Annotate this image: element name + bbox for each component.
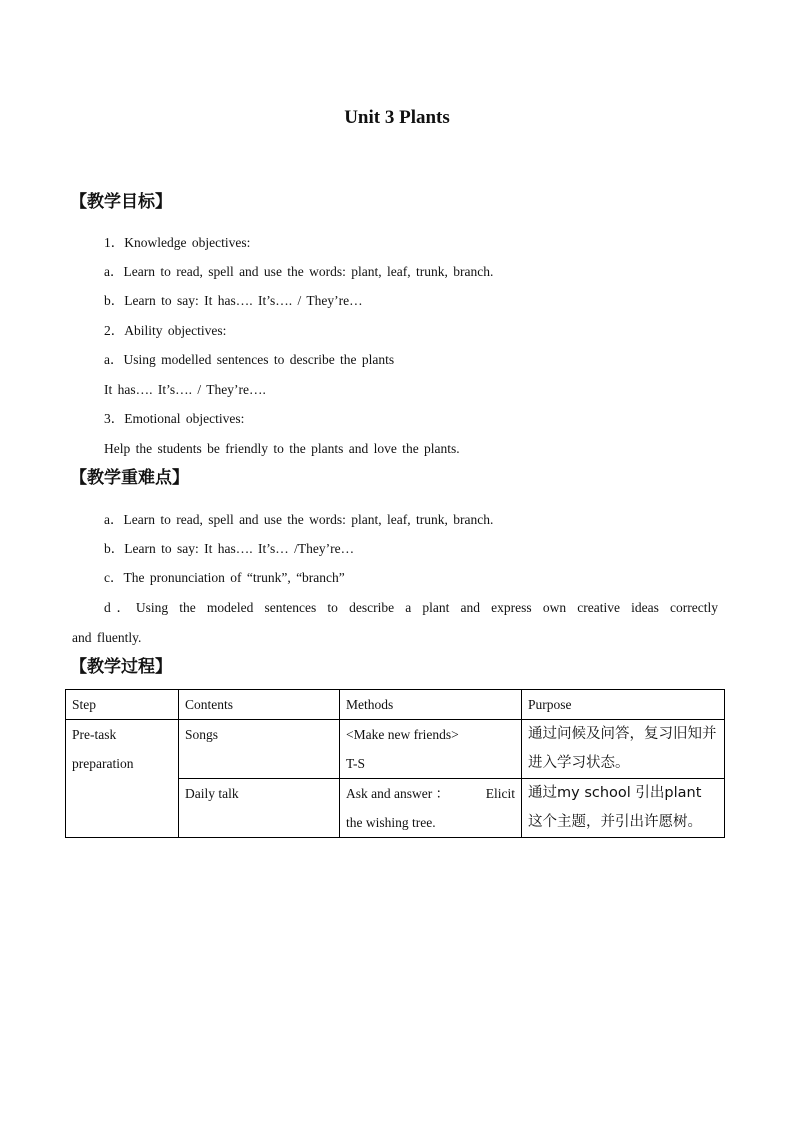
objective-line: Help the students be friendly to the plants and love the plants. <box>104 441 460 456</box>
key-point-line: and fluently. <box>72 630 142 645</box>
step-label: preparation <box>72 756 134 771</box>
objective-line: 2．Ability objectives: <box>104 323 227 338</box>
objective-line: b．Learn to say: It has…. It’s…. / They’re… <box>104 293 363 308</box>
objective-line: 1．Knowledge objectives: <box>104 235 251 250</box>
table-header-row <box>66 690 725 720</box>
table-row <box>66 720 725 779</box>
key-point-line: b．Learn to say: It has…. It’s… /They’re… <box>104 541 355 556</box>
section-heading-objectives: 【教学目标】 <box>70 192 172 212</box>
methods-text: Ask and answer ： <box>346 786 450 801</box>
methods-cell <box>340 779 522 838</box>
objective-line: a．Using modelled sentences to describe the plants <box>104 352 395 367</box>
column-header-step: Step <box>66 690 179 720</box>
objective-line: a．Learn to read, spell and use the words: plant, leaf, trunk, branch. <box>104 264 494 279</box>
section-heading-process: 【教学过程】 <box>70 657 172 677</box>
content-cell: Daily talk <box>179 779 340 838</box>
objective-line: It has…. It’s…. / They’re…. <box>104 382 266 397</box>
methods-text: Elicit <box>485 786 515 801</box>
key-point-line: a．Learn to read, spell and use the words: plant, leaf, trunk, branch. <box>104 512 494 527</box>
key-point-line: c．The pronunciation of “trunk”, “branch” <box>104 570 345 585</box>
step-label: Pre-task <box>72 727 117 742</box>
column-header-contents: Contents <box>179 690 340 720</box>
section-heading-key-points: 【教学重难点】 <box>70 468 189 488</box>
methods-line <box>346 779 515 808</box>
content-cell: Songs <box>179 720 340 779</box>
methods-line: <Make new friends> <box>346 727 459 742</box>
column-header-purpose: Purpose <box>522 690 725 720</box>
methods-line: the wishing tree. <box>346 815 436 830</box>
page-title: Unit 3 Plants <box>344 107 450 128</box>
step-cell <box>66 720 179 838</box>
objective-line: 3．Emotional objectives: <box>104 411 245 426</box>
key-point-line: d．Using the modeled sentences to describe a plant and express own creative ideas correctly <box>104 600 718 615</box>
purpose-cell: 通过my school 引出plant 这个主题，并引出许愿树。 <box>522 779 725 838</box>
column-header-methods: Methods <box>340 690 522 720</box>
purpose-cell: 通过问候及问答，复习旧知并进入学习状态。 <box>522 720 725 779</box>
process-table <box>65 689 725 838</box>
methods-line: T-S <box>346 756 366 771</box>
methods-cell <box>340 720 522 779</box>
